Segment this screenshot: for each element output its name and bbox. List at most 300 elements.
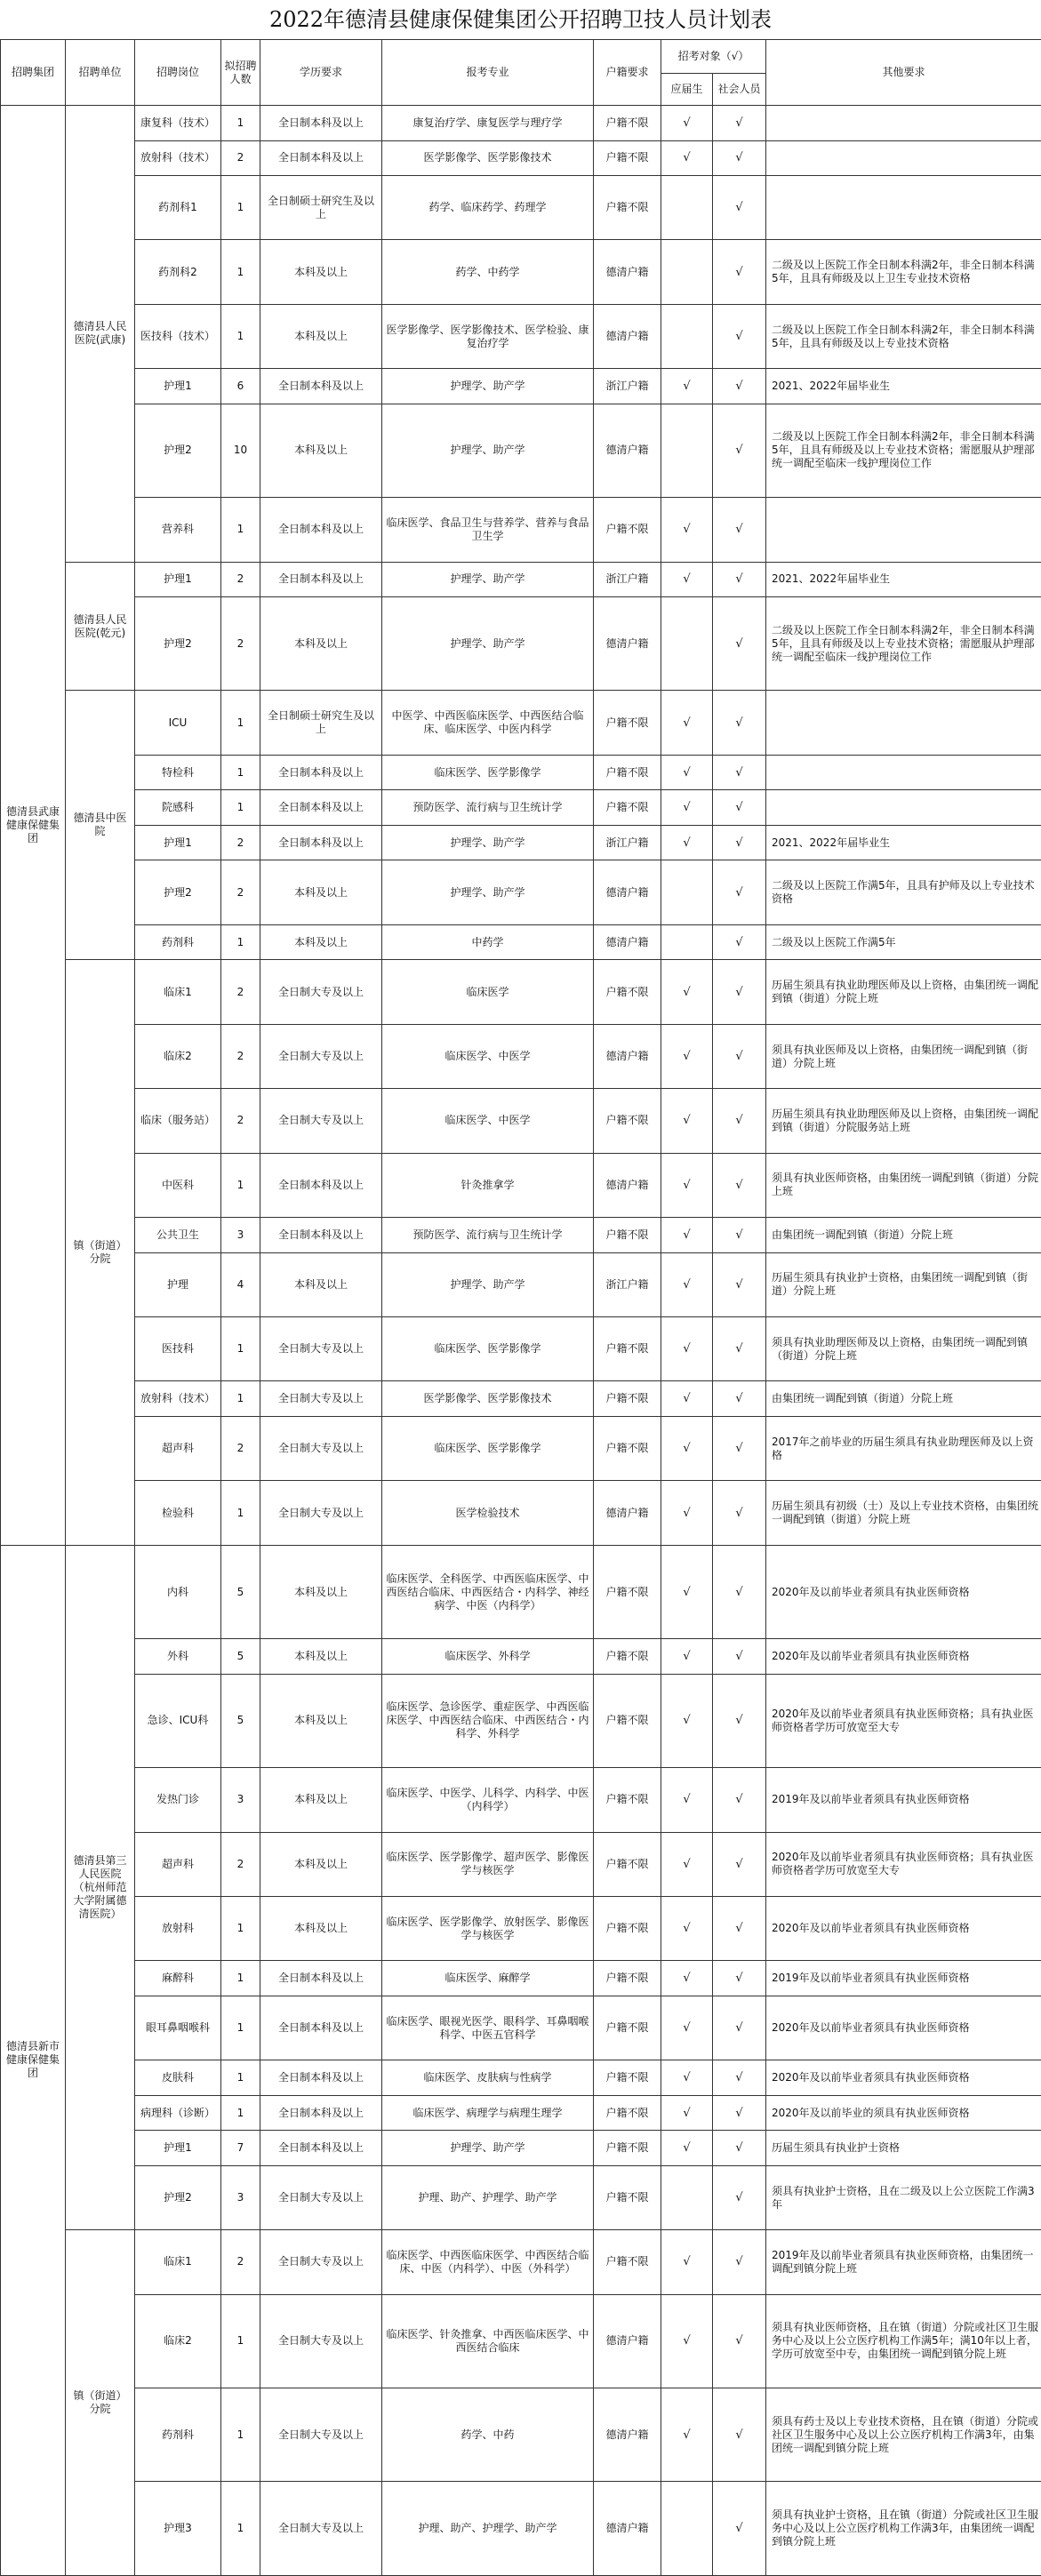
major-cell: 临床医学、中医学、儿科学、内科学、中医（内科学）: [382, 1768, 594, 1832]
grad-check-cell: [661, 860, 713, 924]
huji-cell: 德清户籍: [594, 597, 661, 691]
major-cell: 临床医学、食品卫生与营养学、营养与食品卫生学: [382, 498, 594, 562]
social-check-cell: √: [713, 1768, 766, 1832]
edu-cell: 全日制大专及以上: [260, 1024, 382, 1088]
huji-cell: 户籍不限: [594, 140, 661, 176]
header-huji: 户籍要求: [594, 40, 661, 106]
social-check-cell: √: [713, 1381, 766, 1417]
social-check-cell: √: [713, 1252, 766, 1316]
count-cell: 1: [221, 176, 260, 240]
social-check-cell: √: [713, 304, 766, 368]
post-cell: 临床1: [135, 2230, 221, 2294]
major-cell: 临床医学、医学影像学: [382, 1416, 594, 1480]
other-req-cell: [766, 176, 1041, 240]
social-check-cell: √: [713, 240, 766, 304]
grad-check-cell: √: [661, 1381, 713, 1417]
other-req-cell: 由集团统一调配到镇（街道）分院上班: [766, 1218, 1041, 1253]
header-count: 拟招聘人数: [221, 40, 260, 106]
huji-cell: 户籍不限: [594, 1896, 661, 1960]
count-cell: 2: [221, 1416, 260, 1480]
huji-cell: 户籍不限: [594, 790, 661, 826]
table-row: [1, 597, 1041, 691]
huji-cell: 户籍不限: [594, 1768, 661, 1832]
count-cell: 1: [221, 1381, 260, 1417]
unit-name-cell: 镇（街道）分院: [66, 2230, 135, 2576]
edu-cell: 本科及以上: [260, 240, 382, 304]
count-cell: 1: [221, 2060, 260, 2096]
grad-check-cell: [661, 597, 713, 691]
post-cell: 眼耳鼻咽喉科: [135, 1996, 221, 2060]
table-row: [1, 1024, 1041, 1088]
other-req-cell: 须具有药士及以上专业技术资格，且在镇（街道）分院或社区卫生服务中心及以上公立医疗机构工作满3年，由集团统一调配到镇分院上班: [766, 2388, 1041, 2482]
major-cell: 临床医学、麻醉学: [382, 1961, 594, 1996]
other-req-cell: 历届生须具有执业助理医师及以上资格，由集团统一调配到镇（街道）分院服务站上班: [766, 1089, 1041, 1153]
edu-cell: 本科及以上: [260, 304, 382, 368]
grad-check-cell: √: [661, 1832, 713, 1896]
grad-check-cell: √: [661, 1218, 713, 1253]
grad-check-cell: [661, 2165, 713, 2229]
count-cell: 2: [221, 597, 260, 691]
grad-check-cell: √: [661, 1481, 713, 1545]
table-row: [1, 924, 1041, 960]
social-check-cell: √: [713, 176, 766, 240]
major-cell: 临床医学、医学影像学: [382, 755, 594, 790]
grad-check-cell: √: [661, 2060, 713, 2096]
social-check-cell: √: [713, 2230, 766, 2294]
post-cell: 外科: [135, 1639, 221, 1675]
table-row: [1, 755, 1041, 790]
major-cell: 护理学、助产学: [382, 825, 594, 860]
major-cell: 护理学、助产学: [382, 369, 594, 404]
other-req-cell: [766, 691, 1041, 755]
count-cell: 1: [221, 2095, 260, 2131]
social-check-cell: √: [713, 140, 766, 176]
other-req-cell: 须具有执业护士资格，且在二级及以上公立医院工作满3年: [766, 2165, 1041, 2229]
other-req-cell: [766, 106, 1041, 141]
table-row: [1, 1768, 1041, 1832]
post-cell: 康复科（技术）: [135, 106, 221, 141]
social-check-cell: √: [713, 960, 766, 1024]
major-cell: 临床医学、医学影像学、超声医学、影像医学与核医学: [382, 1832, 594, 1896]
post-cell: 皮肤科: [135, 2060, 221, 2096]
count-cell: 1: [221, 924, 260, 960]
grad-check-cell: √: [661, 1996, 713, 2060]
table-row: [1, 1381, 1041, 1417]
post-cell: 病理科（诊断）: [135, 2095, 221, 2131]
other-req-cell: 2021、2022年届毕业生: [766, 825, 1041, 860]
edu-cell: 本科及以上: [260, 1674, 382, 1767]
other-req-cell: 历届生须具有执业护士资格: [766, 2131, 1041, 2166]
count-cell: 1: [221, 1896, 260, 1960]
major-cell: 临床医学、全科医学、中西医临床医学、中西医结合临床、中西医结合・内科学、神经病学、中医（内科学）: [382, 1545, 594, 1638]
social-check-cell: √: [713, 2165, 766, 2229]
grad-check-cell: √: [661, 140, 713, 176]
major-cell: 临床医学、中西医临床医学、中西医结合临床、中医（内科学）、中医（外科学）: [382, 2230, 594, 2294]
huji-cell: 浙江户籍: [594, 369, 661, 404]
other-req-cell: 二级及以上医院工作满5年: [766, 924, 1041, 960]
other-req-cell: 2020年及以前毕业者须具有执业医师资格；具有执业医师资格者学历可放宽至大专: [766, 1832, 1041, 1896]
count-cell: 2: [221, 1832, 260, 1896]
post-cell: 内科: [135, 1545, 221, 1638]
edu-cell: 本科及以上: [260, 860, 382, 924]
grad-check-cell: √: [661, 2294, 713, 2388]
huji-cell: 德清户籍: [594, 240, 661, 304]
grad-check-cell: √: [661, 106, 713, 141]
table-row: [1, 1153, 1041, 1217]
table-row: [1, 2095, 1041, 2131]
edu-cell: 全日制大专及以上: [260, 2165, 382, 2229]
huji-cell: 户籍不限: [594, 1545, 661, 1638]
count-cell: 4: [221, 1252, 260, 1316]
post-cell: 护理2: [135, 597, 221, 691]
table-row: [1, 1545, 1041, 1638]
grad-check-cell: √: [661, 1317, 713, 1381]
count-cell: 2: [221, 1089, 260, 1153]
table-row: [1, 498, 1041, 562]
major-cell: 护理、助产、护理学、助产学: [382, 2482, 594, 2576]
table-row: [1, 2131, 1041, 2166]
major-cell: 护理学、助产学: [382, 404, 594, 497]
post-cell: 药剂科2: [135, 240, 221, 304]
grad-check-cell: √: [661, 2131, 713, 2166]
other-req-cell: 由集团统一调配到镇（街道）分院上班: [766, 1381, 1041, 1417]
grad-check-cell: √: [661, 1674, 713, 1767]
table-row: [1, 1317, 1041, 1381]
grad-check-cell: √: [661, 1252, 713, 1316]
unit-name-cell: 德清县人民医院(乾元): [66, 562, 135, 691]
grad-check-cell: √: [661, 790, 713, 826]
table-row: [1, 1218, 1041, 1253]
grad-check-cell: [661, 2482, 713, 2576]
other-req-cell: 二级及以上医院工作全日制本科满2年，非全日制本科满5年，且具有师级及以上卫生专业技术资格: [766, 240, 1041, 304]
post-cell: 急诊、ICU科: [135, 1674, 221, 1767]
major-cell: 临床医学、急诊医学、重症医学、中西医临床医学、中西医结合临床、中西医结合・内科学、外科学: [382, 1674, 594, 1767]
major-cell: 药学、临床药学、药理学: [382, 176, 594, 240]
grad-check-cell: [661, 404, 713, 497]
major-cell: 护理学、助产学: [382, 2131, 594, 2166]
edu-cell: 全日制大专及以上: [260, 2388, 382, 2482]
other-req-cell: 二级及以上医院工作全日制本科满2年，非全日制本科满5年，且具有师级及以上专业技术资格；需愿服从护理部统一调配至临床一线护理岗位工作: [766, 597, 1041, 691]
count-cell: 7: [221, 2131, 260, 2166]
social-check-cell: √: [713, 2060, 766, 2096]
post-cell: 医技科（技术）: [135, 304, 221, 368]
grad-check-cell: √: [661, 1024, 713, 1088]
grad-check-cell: √: [661, 1639, 713, 1675]
huji-cell: 户籍不限: [594, 2131, 661, 2166]
social-check-cell: √: [713, 597, 766, 691]
group-name-cell: 德清县新市健康保健集团: [1, 1545, 66, 2575]
edu-cell: 全日制大专及以上: [260, 2230, 382, 2294]
table-row: [1, 1089, 1041, 1153]
post-cell: 发热门诊: [135, 1768, 221, 1832]
table-row: [1, 1481, 1041, 1545]
count-cell: 3: [221, 1768, 260, 1832]
grad-check-cell: [661, 240, 713, 304]
huji-cell: 德清户籍: [594, 2388, 661, 2482]
count-cell: 1: [221, 2482, 260, 2576]
other-req-cell: 2021、2022年届毕业生: [766, 562, 1041, 597]
edu-cell: 全日制大专及以上: [260, 2482, 382, 2576]
other-req-cell: 须具有执业助理医师及以上资格，由集团统一调配到镇（街道）分院上班: [766, 1317, 1041, 1381]
social-check-cell: √: [713, 2294, 766, 2388]
unit-name-cell: 镇（街道）分院: [66, 960, 135, 1546]
post-cell: 护理2: [135, 860, 221, 924]
table-row: [1, 860, 1041, 924]
edu-cell: 全日制本科及以上: [260, 1961, 382, 1996]
other-req-cell: 2019年及以前毕业者须具有执业医师资格: [766, 1768, 1041, 1832]
table-row: [1, 1996, 1041, 2060]
count-cell: 2: [221, 960, 260, 1024]
huji-cell: 户籍不限: [594, 498, 661, 562]
edu-cell: 全日制硕士研究生及以上: [260, 691, 382, 755]
count-cell: 10: [221, 404, 260, 497]
unit-name-cell: 德清县人民医院(武康): [66, 106, 135, 563]
table-row: [1, 304, 1041, 368]
other-req-cell: 须具有执业医师资格，由集团统一调配到镇（街道）分院上班: [766, 1153, 1041, 1217]
major-cell: 中药学: [382, 924, 594, 960]
grad-check-cell: √: [661, 498, 713, 562]
major-cell: 预防医学、流行病与卫生统计学: [382, 1218, 594, 1253]
edu-cell: 本科及以上: [260, 1639, 382, 1675]
other-req-cell: 2020年及以前毕业者须具有执业医师资格: [766, 1996, 1041, 2060]
social-check-cell: √: [713, 1832, 766, 1896]
other-req-cell: 2017年之前毕业的历届生须具有执业助理医师及以上资格: [766, 1416, 1041, 1480]
edu-cell: 本科及以上: [260, 597, 382, 691]
count-cell: 1: [221, 498, 260, 562]
grad-check-cell: √: [661, 1961, 713, 1996]
edu-cell: 全日制本科及以上: [260, 1218, 382, 1253]
major-cell: 临床医学、医学影像学: [382, 1317, 594, 1381]
count-cell: 2: [221, 562, 260, 597]
grad-check-cell: [661, 304, 713, 368]
other-req-cell: 二级及以上医院工作全日制本科满2年，非全日制本科满5年，且具有师级及以上专业技术资格: [766, 304, 1041, 368]
edu-cell: 全日制本科及以上: [260, 2131, 382, 2166]
edu-cell: 全日制本科及以上: [260, 140, 382, 176]
table-row: [1, 1252, 1041, 1316]
major-cell: 护理学、助产学: [382, 860, 594, 924]
huji-cell: 浙江户籍: [594, 562, 661, 597]
table-row: [1, 1639, 1041, 1675]
group-name-cell: 德清县武康健康保健集团: [1, 106, 66, 1546]
major-cell: 护理学、助产学: [382, 597, 594, 691]
major-cell: 医学影像学、医学影像技术: [382, 1381, 594, 1417]
huji-cell: 户籍不限: [594, 691, 661, 755]
recruitment-table: [0, 39, 1041, 2576]
post-cell: 护理3: [135, 2482, 221, 2576]
count-cell: 2: [221, 140, 260, 176]
grad-check-cell: √: [661, 691, 713, 755]
major-cell: 护理学、助产学: [382, 1252, 594, 1316]
grad-check-cell: √: [661, 562, 713, 597]
other-req-cell: 2021、2022年届毕业生: [766, 369, 1041, 404]
count-cell: 1: [221, 2388, 260, 2482]
post-cell: 临床2: [135, 2294, 221, 2388]
social-check-cell: √: [713, 1639, 766, 1675]
table-row: [1, 106, 1041, 141]
post-cell: 放射科（技术）: [135, 140, 221, 176]
count-cell: 3: [221, 1218, 260, 1253]
table-row: [1, 1416, 1041, 1480]
grad-check-cell: √: [661, 2230, 713, 2294]
major-cell: 康复治疗学、康复医学与理疗学: [382, 106, 594, 141]
social-check-cell: √: [713, 1218, 766, 1253]
post-cell: 放射科: [135, 1896, 221, 1960]
social-check-cell: √: [713, 1416, 766, 1480]
table-row: [1, 825, 1041, 860]
huji-cell: 户籍不限: [594, 1639, 661, 1675]
social-check-cell: √: [713, 1545, 766, 1638]
count-cell: 2: [221, 2230, 260, 2294]
other-req-cell: 2020年及以前毕业的须具有执业医师资格: [766, 2095, 1041, 2131]
edu-cell: 本科及以上: [260, 404, 382, 497]
edu-cell: 本科及以上: [260, 1545, 382, 1638]
edu-cell: 全日制本科及以上: [260, 2060, 382, 2096]
social-check-cell: √: [713, 1024, 766, 1088]
huji-cell: 德清户籍: [594, 924, 661, 960]
huji-cell: 德清户籍: [594, 304, 661, 368]
social-check-cell: √: [713, 691, 766, 755]
page-title: 2022年德清县健康保健集团公开招聘卫技人员计划表: [268, 7, 773, 32]
grad-check-cell: √: [661, 1153, 713, 1217]
count-cell: 1: [221, 790, 260, 826]
huji-cell: 浙江户籍: [594, 825, 661, 860]
count-cell: 1: [221, 1153, 260, 1217]
header-target: 招考对象（√）: [661, 40, 766, 74]
other-req-cell: [766, 755, 1041, 790]
header-unit: 招聘单位: [66, 40, 135, 106]
post-cell: 临床（服务站）: [135, 1089, 221, 1153]
other-req-cell: 2020年及以前毕业者须具有执业医师资格: [766, 2060, 1041, 2096]
edu-cell: 全日制本科及以上: [260, 498, 382, 562]
social-check-cell: √: [713, 1317, 766, 1381]
count-cell: 2: [221, 860, 260, 924]
edu-cell: 全日制大专及以上: [260, 1381, 382, 1417]
count-cell: 1: [221, 1317, 260, 1381]
huji-cell: 户籍不限: [594, 1996, 661, 2060]
unit-name-cell: 德清县中医院: [66, 691, 135, 960]
header-post: 招聘岗位: [135, 40, 221, 106]
social-check-cell: √: [713, 1089, 766, 1153]
post-cell: 临床2: [135, 1024, 221, 1088]
major-cell: 临床医学、皮肤病与性病学: [382, 2060, 594, 2096]
huji-cell: 德清户籍: [594, 2294, 661, 2388]
table-row: [1, 2165, 1041, 2229]
major-cell: 医学影像学、医学影像技术: [382, 140, 594, 176]
edu-cell: 全日制本科及以上: [260, 1996, 382, 2060]
post-cell: 药剂科: [135, 2388, 221, 2482]
grad-check-cell: √: [661, 1089, 713, 1153]
header-major: 报考专业: [382, 40, 594, 106]
social-check-cell: √: [713, 1481, 766, 1545]
other-req-cell: 历届生须具有初级（士）及以上专业技术资格，由集团统一调配到镇（街道）分院上班: [766, 1481, 1041, 1545]
post-cell: 放射科（技术）: [135, 1381, 221, 1417]
other-req-cell: 二级及以上医院工作满5年，且具有护师及以上专业技术资格: [766, 860, 1041, 924]
count-cell: 3: [221, 2165, 260, 2229]
major-cell: 预防医学、流行病与卫生统计学: [382, 790, 594, 826]
post-cell: 护理1: [135, 369, 221, 404]
table-row: [1, 960, 1041, 1024]
post-cell: 护理1: [135, 562, 221, 597]
huji-cell: 德清户籍: [594, 1024, 661, 1088]
grad-check-cell: [661, 176, 713, 240]
social-check-cell: √: [713, 755, 766, 790]
major-cell: 临床医学、中医学: [382, 1089, 594, 1153]
table-row: [1, 1961, 1041, 1996]
social-check-cell: √: [713, 404, 766, 497]
table-row: [1, 1674, 1041, 1767]
edu-cell: 全日制大专及以上: [260, 2294, 382, 2388]
count-cell: 2: [221, 1024, 260, 1088]
huji-cell: 户籍不限: [594, 1416, 661, 1480]
social-check-cell: √: [713, 1674, 766, 1767]
header-edu: 学历要求: [260, 40, 382, 106]
count-cell: 5: [221, 1639, 260, 1675]
table-row: [1, 1896, 1041, 1960]
edu-cell: 本科及以上: [260, 1832, 382, 1896]
grad-check-cell: √: [661, 2095, 713, 2131]
social-check-cell: √: [713, 2388, 766, 2482]
edu-cell: 全日制本科及以上: [260, 825, 382, 860]
count-cell: 1: [221, 1961, 260, 1996]
major-cell: 临床医学、医学影像学、放射医学、影像医学与核医学: [382, 1896, 594, 1960]
edu-cell: 本科及以上: [260, 1252, 382, 1316]
table-row: [1, 369, 1041, 404]
edu-cell: 全日制本科及以上: [260, 2095, 382, 2131]
edu-cell: 全日制本科及以上: [260, 562, 382, 597]
major-cell: 中医学、中西医临床医学、中西医结合临床、临床医学、中医内科学: [382, 691, 594, 755]
count-cell: 1: [221, 2294, 260, 2388]
other-req-cell: [766, 498, 1041, 562]
other-req-cell: 须具有执业护士资格，且在镇（街道）分院或社区卫生服务中心及以上公立医疗机构工作满3年，由集团统一调配到镇分院上班: [766, 2482, 1041, 2576]
count-cell: 5: [221, 1545, 260, 1638]
huji-cell: 浙江户籍: [594, 1252, 661, 1316]
grad-check-cell: √: [661, 960, 713, 1024]
huji-cell: 户籍不限: [594, 2165, 661, 2229]
social-check-cell: √: [713, 1153, 766, 1217]
major-cell: 临床医学、眼视光医学、眼科学、耳鼻咽喉科学、中医五官科学: [382, 1996, 594, 2060]
edu-cell: 全日制硕士研究生及以上: [260, 176, 382, 240]
post-cell: 临床1: [135, 960, 221, 1024]
grad-check-cell: √: [661, 825, 713, 860]
other-req-cell: 二级及以上医院工作全日制本科满2年，非全日制本科满5年，且具有师级及以上专业技术资格；需愿服从护理部统一调配至临床一线护理岗位工作: [766, 404, 1041, 497]
edu-cell: 全日制本科及以上: [260, 1153, 382, 1217]
header-grad: 应届生: [661, 74, 713, 106]
post-cell: 超声科: [135, 1416, 221, 1480]
post-cell: 公共卫生: [135, 1218, 221, 1253]
header-social: 社会人员: [713, 74, 766, 106]
other-req-cell: 2020年及以前毕业者须具有执业医师资格: [766, 1545, 1041, 1638]
table-row: [1, 562, 1041, 597]
count-cell: 6: [221, 369, 260, 404]
table-row: [1, 176, 1041, 240]
edu-cell: 全日制大专及以上: [260, 1481, 382, 1545]
edu-cell: 本科及以上: [260, 1896, 382, 1960]
huji-cell: 户籍不限: [594, 755, 661, 790]
huji-cell: 户籍不限: [594, 1961, 661, 1996]
post-cell: 护理2: [135, 2165, 221, 2229]
huji-cell: 德清户籍: [594, 1153, 661, 1217]
grad-check-cell: √: [661, 755, 713, 790]
table-row: [1, 240, 1041, 304]
unit-name-cell: 德清县第三人民医院（杭州师范大学附属德清医院）: [66, 1545, 135, 2229]
post-cell: 特检科: [135, 755, 221, 790]
edu-cell: 本科及以上: [260, 1768, 382, 1832]
post-cell: 药剂科1: [135, 176, 221, 240]
edu-cell: 全日制大专及以上: [260, 960, 382, 1024]
social-check-cell: √: [713, 2095, 766, 2131]
post-cell: 营养科: [135, 498, 221, 562]
other-req-cell: 2020年及以前毕业者须具有执业医师资格: [766, 1639, 1041, 1675]
